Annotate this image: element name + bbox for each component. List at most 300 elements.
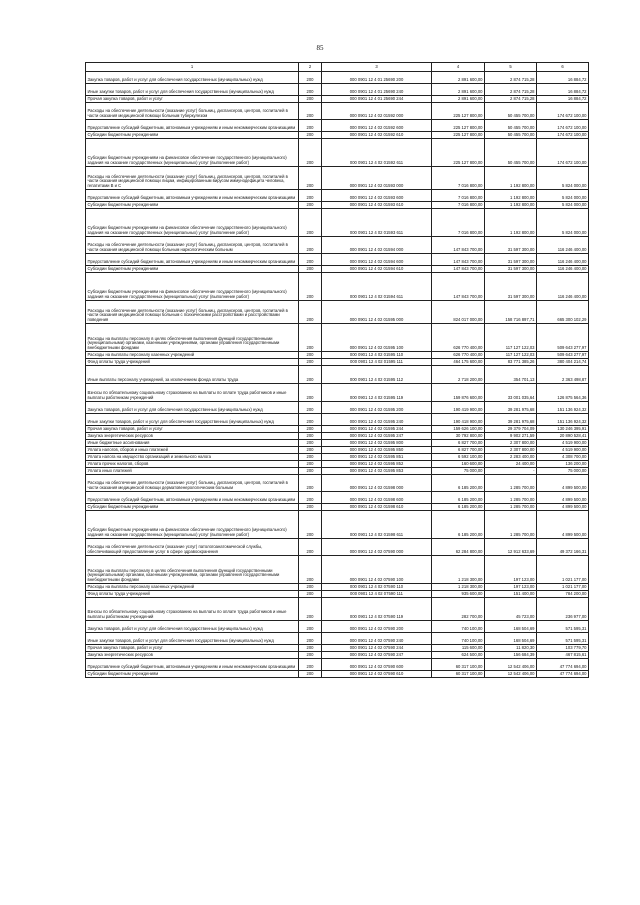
unexecuted-amount-cell: 116 246 400,00 — [537, 273, 589, 301]
budget-classification-code-cell: 000 0901 12 4 02 01598 000 — [322, 475, 432, 492]
table-row — [86, 139, 589, 167]
executed-amount-cell: 31 597 300,00 — [485, 237, 537, 254]
table-row — [86, 103, 589, 120]
budget-classification-code-cell: 000 0901 12 4 02 07590 600 — [322, 659, 432, 671]
approved-amount-cell: 1 218 300,00 — [432, 556, 485, 584]
approved-amount-cell: 6 185 200,00 — [432, 504, 485, 511]
executed-amount-cell: 197 123,00 — [485, 584, 537, 591]
budget-classification-code-cell: 000 0901 12 4 02 01592 610 — [322, 132, 432, 139]
item-name-cell: Расходы на выплаты персоналу казенных учреждений — [86, 352, 299, 359]
budget-classification-code-cell: 000 0901 12 4 02 01595 112 — [322, 366, 432, 384]
unexecuted-amount-cell: 103 779,70 — [537, 645, 589, 652]
unexecuted-amount-cell: 236 977,00 — [537, 598, 589, 621]
line-code-cell: 200 — [299, 167, 322, 190]
line-code-cell: 200 — [299, 539, 322, 556]
line-code-cell: 200 — [299, 237, 322, 254]
budget-classification-code-cell: 000 0901 12 4 01 25690 200 — [322, 72, 432, 84]
executed-amount-cell: 83 771 385,26 — [485, 359, 537, 366]
unexecuted-amount-cell: 5 824 000,00 — [537, 167, 589, 190]
approved-amount-cell: 6 592 100,00 — [432, 454, 485, 461]
table-row — [86, 461, 589, 468]
budget-classification-code-cell: 000 0901 12 4 02 01592 600 — [322, 120, 432, 132]
executed-amount-cell: 1 192 800,00 — [485, 190, 537, 202]
unexecuted-amount-cell: 116 246 400,00 — [537, 237, 589, 254]
budget-classification-code-cell: 000 0901 12 4 02 07590 200 — [322, 621, 432, 633]
table-row — [86, 539, 589, 556]
table-row — [86, 468, 589, 475]
executed-amount-cell: 1 285 700,00 — [485, 492, 537, 504]
unexecuted-amount-cell: 2 363 498,87 — [537, 366, 589, 384]
line-code-cell: 200 — [299, 84, 322, 96]
approved-amount-cell: 935 600,00 — [432, 591, 485, 598]
budget-classification-code-cell: 000 0901 12 4 02 01593 600 — [322, 190, 432, 202]
table-row — [86, 584, 589, 591]
table-row — [86, 414, 589, 426]
executed-amount-cell: - — [485, 468, 537, 475]
approved-amount-cell: 6 827 700,00 — [432, 440, 485, 447]
item-name-cell: Предоставление субсидий бюджетным, автономным учреждениям и иным некоммерческим организациям — [86, 254, 299, 266]
item-name-cell: Субсидии бюджетным учреждениям — [86, 132, 299, 139]
unexecuted-amount-cell: 16 884,72 — [537, 96, 589, 103]
unexecuted-amount-cell: 665 300 102,29 — [537, 301, 589, 324]
budget-classification-code-cell: 000 0901 12 4 02 07590 247 — [322, 652, 432, 659]
item-name-cell: Закупка товаров, работ и услуг для обеспечения государственных (муниципальных) нужд — [86, 402, 299, 414]
table-row — [86, 511, 589, 539]
table-row — [86, 475, 589, 492]
unexecuted-amount-cell: 4 519 900,00 — [537, 447, 589, 454]
unexecuted-amount-cell: 1 021 177,00 — [537, 584, 589, 591]
executed-amount-cell: 2 874 715,28 — [485, 72, 537, 84]
item-name-cell: Субсидии бюджетным учреждениям на финансовое обеспечение государственного (муниципального) задания на оказание государственных (муниципальных) услуг (выполнение работ) — [86, 209, 299, 237]
budget-classification-code-cell: 000 0901 12 4 02 07590 240 — [322, 633, 432, 645]
executed-amount-cell: 33 001 035,64 — [485, 384, 537, 402]
executed-amount-cell: 12 542 406,00 — [485, 671, 537, 678]
budget-classification-code-cell: 000 0901 12 4 02 01595 000 — [322, 301, 432, 324]
item-name-cell: Субсидии бюджетным учреждениям — [86, 202, 299, 209]
executed-amount-cell: 12 542 406,00 — [485, 659, 537, 671]
approved-amount-cell: 159 626 100,00 — [432, 426, 485, 433]
executed-amount-cell: 156 684,39 — [485, 652, 537, 659]
executed-amount-cell: 39 281 975,68 — [485, 402, 537, 414]
line-code-cell: 200 — [299, 209, 322, 237]
column-number: 5 — [485, 63, 537, 72]
approved-amount-cell: 7 016 800,00 — [432, 209, 485, 237]
item-name-cell: Расходы на обеспечение деятельности (оказание услуг) больниц, диспансеров, центров, госпиталей в части оказания медицинской помощи лицам, инфицированным вирусом иммунодефицита человека, гепатитами В и С — [86, 167, 299, 190]
unexecuted-amount-cell: 4 899 500,00 — [537, 504, 589, 511]
line-code-cell: 200 — [299, 301, 322, 324]
budget-classification-code-cell: 000 0901 12 4 02 01594 610 — [322, 266, 432, 273]
budget-classification-code-cell: 000 0901 12 4 02 01595 851 — [322, 454, 432, 461]
budget-classification-code-cell: 000 0901 12 4 02 01595 200 — [322, 402, 432, 414]
line-code-cell: 200 — [299, 645, 322, 652]
budget-classification-code-cell: 000 0901 12 4 02 01595 240 — [322, 414, 432, 426]
budget-classification-code-cell: 000 0901 12 4 02 01595 850 — [322, 447, 432, 454]
table-row — [86, 84, 589, 96]
executed-amount-cell: 2 307 800,00 — [485, 440, 537, 447]
table-row — [86, 402, 589, 414]
approved-amount-cell: 6 185 200,00 — [432, 511, 485, 539]
approved-amount-cell: 626 770 400,00 — [432, 324, 485, 352]
budget-classification-code-cell: 000 0901 12 4 02 01593 610 — [322, 202, 432, 209]
approved-amount-cell: 624 500,00 — [432, 652, 485, 659]
executed-amount-cell: 31 597 300,00 — [485, 273, 537, 301]
line-code-cell: 200 — [299, 352, 322, 359]
line-code-cell: 200 — [299, 96, 322, 103]
line-code-cell: 200 — [299, 384, 322, 402]
unexecuted-amount-cell: 16 884,72 — [537, 84, 589, 96]
item-name-cell: Предоставление субсидий бюджетным, автономным учреждениям и иным некоммерческим организациям — [86, 190, 299, 202]
executed-amount-cell: 31 597 300,00 — [485, 254, 537, 266]
item-name-cell: Иные закупки товаров, работ и услуг для обеспечения государственных (муниципальных) нужд — [86, 414, 299, 426]
approved-amount-cell: 2 891 600,00 — [432, 72, 485, 84]
item-name-cell: Предоставление субсидий бюджетным, автономным учреждениям и иным некоммерческим организациям — [86, 659, 299, 671]
executed-amount-cell: 39 281 975,68 — [485, 414, 537, 426]
unexecuted-amount-cell: 20 890 528,41 — [537, 433, 589, 440]
unexecuted-amount-cell: 130 246 395,91 — [537, 426, 589, 433]
item-name-cell: Расходы на выплаты персоналу казенных учреждений — [86, 584, 299, 591]
line-code-cell: 200 — [299, 556, 322, 584]
unexecuted-amount-cell: 75 000,00 — [537, 468, 589, 475]
column-number: 4 — [432, 63, 485, 72]
table-row — [86, 209, 589, 237]
table-row — [86, 447, 589, 454]
table-row — [86, 645, 589, 652]
budget-classification-code-cell: 000 0901 12 4 02 07590 000 — [322, 539, 432, 556]
table-row — [86, 426, 589, 433]
table-row — [86, 671, 589, 678]
executed-amount-cell: 354 701,13 — [485, 366, 537, 384]
line-code-cell: 200 — [299, 433, 322, 440]
item-name-cell: Иные закупки товаров, работ и услуг для обеспечения государственных (муниципальных) нужд — [86, 84, 299, 96]
approved-amount-cell: 740 100,00 — [432, 621, 485, 633]
unexecuted-amount-cell: 784 200,00 — [537, 591, 589, 598]
item-name-cell: Прочая закупка товаров, работ и услуг — [86, 426, 299, 433]
approved-amount-cell: 626 770 400,00 — [432, 352, 485, 359]
line-code-cell: 200 — [299, 659, 322, 671]
item-name-cell: Иные выплаты персоналу учреждений, за исключением фонда оплаты труда — [86, 366, 299, 384]
unexecuted-amount-cell: 5 824 000,00 — [537, 190, 589, 202]
item-name-cell: Прочая закупка товаров, работ и услуг — [86, 645, 299, 652]
budget-classification-code-cell: 000 0901 12 4 02 07590 100 — [322, 556, 432, 584]
item-name-cell: Закупка товаров, работ и услуг для обеспечения государственных (муниципальных) нужд — [86, 72, 299, 84]
item-name-cell: Расходы на обеспечение деятельности (оказание услуг) больниц, диспансеров, центров, госпиталей в части оказания медицинской помощи больным наркологическим больным — [86, 237, 299, 254]
line-code-cell: 200 — [299, 598, 322, 621]
line-code-cell: 200 — [299, 359, 322, 366]
budget-classification-code-cell: 000 0901 12 4 02 01594 000 — [322, 237, 432, 254]
table-row — [86, 202, 589, 209]
budget-classification-code-cell: 000 0901 12 4 02 01593 611 — [322, 209, 432, 237]
item-name-cell: Закупка товаров, работ и услуг для обеспечения государственных (муниципальных) нужд — [86, 621, 299, 633]
item-name-cell: Уплата прочих налогов, сборов — [86, 461, 299, 468]
table-row — [86, 352, 589, 359]
executed-amount-cell: 2 283 400,00 — [485, 454, 537, 461]
table-row — [86, 556, 589, 584]
table-row — [86, 324, 589, 352]
approved-amount-cell: 30 792 800,00 — [432, 433, 485, 440]
approved-amount-cell: 464 175 600,00 — [432, 359, 485, 366]
approved-amount-cell: 115 600,00 — [432, 645, 485, 652]
approved-amount-cell: 6 185 200,00 — [432, 475, 485, 492]
item-name-cell: Уплата налогов, сборов и иных платежей — [86, 447, 299, 454]
executed-amount-cell: 117 127 122,03 — [485, 352, 537, 359]
table-row — [86, 454, 589, 461]
approved-amount-cell: 190 419 900,00 — [432, 402, 485, 414]
executed-amount-cell: 151 400,00 — [485, 591, 537, 598]
line-code-cell: 200 — [299, 461, 322, 468]
approved-amount-cell: 159 876 600,00 — [432, 384, 485, 402]
approved-amount-cell: 1 218 300,00 — [432, 584, 485, 591]
budget-classification-code-cell: 000 0901 12 4 02 07590 111 — [322, 591, 432, 598]
executed-amount-cell: 2 874 715,28 — [485, 96, 537, 103]
line-code-cell: 200 — [299, 324, 322, 352]
item-name-cell: Расходы на выплаты персоналу в целях обеспечения выполнения функций государственными (муниципальными) органами, казенными учреждениями, органами управления государственными внебюджетными фондами — [86, 556, 299, 584]
approved-amount-cell: 282 700,00 — [432, 598, 485, 621]
unexecuted-amount-cell: 4 519 900,00 — [537, 440, 589, 447]
approved-amount-cell: 147 843 700,00 — [432, 237, 485, 254]
unexecuted-amount-cell: 174 672 100,00 — [537, 103, 589, 120]
item-name-cell: Расходы на обеспечение деятельности (оказание услуг) больниц, диспансеров, центров, госпиталей в части оказания медицинской помощи больным с психическими расстройствами и расстройствами поведения — [86, 301, 299, 324]
item-name-cell: Иные бюджетные ассигнования — [86, 440, 299, 447]
table-row — [86, 72, 589, 84]
approved-amount-cell: 824 017 000,00 — [432, 301, 485, 324]
executed-amount-cell: 1 192 800,00 — [485, 167, 537, 190]
line-code-cell: 200 — [299, 254, 322, 266]
line-code-cell: 200 — [299, 120, 322, 132]
line-code-cell: 200 — [299, 440, 322, 447]
line-code-cell: 200 — [299, 202, 322, 209]
line-code-cell: 200 — [299, 426, 322, 433]
unexecuted-amount-cell: 4 899 500,00 — [537, 511, 589, 539]
page-number: 85 — [316, 44, 324, 52]
approved-amount-cell: 225 127 800,00 — [432, 120, 485, 132]
table-row — [86, 492, 589, 504]
item-name-cell: Субсидии бюджетным учреждениям — [86, 671, 299, 678]
budget-classification-code-cell: 000 0901 12 4 01 25690 244 — [322, 96, 432, 103]
budget-classification-code-cell: 000 0901 12 4 02 01593 000 — [322, 167, 432, 190]
table-row — [86, 440, 589, 447]
table-row — [86, 433, 589, 440]
unexecuted-amount-cell: 16 884,72 — [537, 72, 589, 84]
approved-amount-cell: 2 891 600,00 — [432, 96, 485, 103]
budget-classification-code-cell: 000 0901 12 4 02 01595 852 — [322, 461, 432, 468]
approved-amount-cell: 190 418 900,00 — [432, 414, 485, 426]
approved-amount-cell: 6 185 200,00 — [432, 492, 485, 504]
table-row — [86, 359, 589, 366]
table-row — [86, 384, 589, 402]
line-code-cell: 200 — [299, 139, 322, 167]
line-code-cell: 200 — [299, 72, 322, 84]
executed-amount-cell: 11 820,30 — [485, 645, 537, 652]
column-number: 2 — [299, 63, 322, 72]
item-name-cell: Субсидии бюджетным учреждениям — [86, 266, 299, 273]
approved-amount-cell: 75 000,00 — [432, 468, 485, 475]
item-name-cell: Уплата иных платежей — [86, 468, 299, 475]
unexecuted-amount-cell: 509 643 277,97 — [537, 352, 589, 359]
unexecuted-amount-cell: 174 672 100,00 — [537, 120, 589, 132]
item-name-cell: Уплата налога на имущество организаций и земельного налога — [86, 454, 299, 461]
unexecuted-amount-cell: 151 136 924,32 — [537, 414, 589, 426]
item-name-cell: Фонд оплаты труда учреждений — [86, 359, 299, 366]
line-code-cell: 200 — [299, 511, 322, 539]
item-name-cell: Предоставление субсидий бюджетным, автономным учреждениям и иным некоммерческим организациям — [86, 492, 299, 504]
unexecuted-amount-cell: 49 372 166,31 — [537, 539, 589, 556]
executed-amount-cell: 50 455 700,00 — [485, 139, 537, 167]
budget-classification-code-cell: 000 0901 12 4 02 01598 610 — [322, 504, 432, 511]
unexecuted-amount-cell: 126 875 564,36 — [537, 384, 589, 402]
column-number: 1 — [86, 63, 299, 72]
unexecuted-amount-cell: 571 595,31 — [537, 633, 589, 645]
table-row — [86, 659, 589, 671]
line-code-cell: 200 — [299, 591, 322, 598]
item-name-cell: Расходы на обеспечение деятельности (оказание услуг) патологоанатомической службы, обеспечивающей предоставление услуг в сфере здравоохранения — [86, 539, 299, 556]
budget-classification-code-cell: 000 0901 12 4 02 01594 600 — [322, 254, 432, 266]
budget-classification-code-cell: 000 0901 12 4 02 01595 853 — [322, 468, 432, 475]
approved-amount-cell: 60 317 100,00 — [432, 659, 485, 671]
unexecuted-amount-cell: 151 136 924,32 — [537, 402, 589, 414]
executed-amount-cell: 50 455 700,00 — [485, 132, 537, 139]
line-code-cell: 200 — [299, 492, 322, 504]
executed-amount-cell: 1 192 800,00 — [485, 209, 537, 237]
line-code-cell: 200 — [299, 266, 322, 273]
executed-amount-cell: 12 912 633,69 — [485, 539, 537, 556]
line-code-cell: 200 — [299, 454, 322, 461]
table-row — [86, 366, 589, 384]
table-row — [86, 237, 589, 254]
unexecuted-amount-cell: 4 899 500,00 — [537, 475, 589, 492]
line-code-cell: 200 — [299, 468, 322, 475]
table-row — [86, 301, 589, 324]
line-code-cell: 200 — [299, 671, 322, 678]
item-name-cell: Фонд оплаты труда учреждений — [86, 591, 299, 598]
budget-classification-code-cell: 000 0901 12 4 02 01598 611 — [322, 511, 432, 539]
item-name-cell: Закупка энергетических ресурсов — [86, 433, 299, 440]
table-row — [86, 96, 589, 103]
line-code-cell: 200 — [299, 190, 322, 202]
table-row — [86, 266, 589, 273]
column-number: 6 — [537, 63, 589, 72]
table-row — [86, 621, 589, 633]
budget-classification-code-cell: 000 0901 12 4 02 01598 600 — [322, 492, 432, 504]
budget-classification-code-cell: 000 0901 12 4 02 01592 611 — [322, 139, 432, 167]
table-row — [86, 132, 589, 139]
executed-amount-cell: 24 400,00 — [485, 461, 537, 468]
approved-amount-cell: 225 127 800,00 — [432, 103, 485, 120]
item-name-cell: Предоставление субсидий бюджетным, автономным учреждениям и иным некоммерческим организациям — [86, 120, 299, 132]
table-row — [86, 504, 589, 511]
budget-classification-code-cell: 000 0901 12 4 02 07590 610 — [322, 671, 432, 678]
budget-execution-table — [85, 62, 589, 678]
item-name-cell: Прочая закупка товаров, работ и услуг — [86, 96, 299, 103]
line-code-cell: 200 — [299, 584, 322, 591]
table-row — [86, 167, 589, 190]
executed-amount-cell: 1 285 700,00 — [485, 475, 537, 492]
table-row — [86, 120, 589, 132]
unexecuted-amount-cell: 174 672 100,00 — [537, 139, 589, 167]
line-code-cell: 200 — [299, 447, 322, 454]
item-name-cell: Субсидии бюджетным учреждениям на финансовое обеспечение государственного (муниципального) задания на оказание государственных (муниципальных) услуг (выполнение работ) — [86, 511, 299, 539]
line-code-cell: 200 — [299, 652, 322, 659]
item-name-cell: Взносы по обязательному социальному страхованию на выплаты по оплате труда работников и иные выплаты работникам учреждений — [86, 598, 299, 621]
item-name-cell: Расходы на выплаты персоналу в целях обеспечения выполнения функций государственными (муниципальными) органами, казенными учреждениями, органами управления государственными внебюджетными фондами — [86, 324, 299, 352]
unexecuted-amount-cell: 467 815,61 — [537, 652, 589, 659]
executed-amount-cell: 45 723,00 — [485, 598, 537, 621]
budget-classification-code-cell: 000 0901 12 4 02 01595 247 — [322, 433, 432, 440]
table-row — [86, 591, 589, 598]
approved-amount-cell: 7 016 800,00 — [432, 167, 485, 190]
line-code-cell: 200 — [299, 132, 322, 139]
approved-amount-cell: 60 317 100,00 — [432, 671, 485, 678]
budget-classification-code-cell: 000 0901 12 4 02 01595 800 — [322, 440, 432, 447]
line-code-cell: 200 — [299, 621, 322, 633]
line-code-cell: 200 — [299, 414, 322, 426]
line-code-cell: 200 — [299, 273, 322, 301]
executed-amount-cell: 1 192 800,00 — [485, 202, 537, 209]
budget-classification-code-cell: 000 0901 12 4 02 01594 611 — [322, 273, 432, 301]
budget-classification-code-cell: 000 0901 12 4 02 01595 119 — [322, 384, 432, 402]
executed-amount-cell: 158 716 897,71 — [485, 301, 537, 324]
executed-amount-cell: 50 455 700,00 — [485, 120, 537, 132]
unexecuted-amount-cell: 5 824 000,00 — [537, 202, 589, 209]
executed-amount-cell: 1 285 700,00 — [485, 511, 537, 539]
approved-amount-cell: 2 891 600,00 — [432, 84, 485, 96]
item-name-cell: Закупка энергетических ресурсов — [86, 652, 299, 659]
approved-amount-cell: 2 718 200,00 — [432, 366, 485, 384]
unexecuted-amount-cell: 571 595,31 — [537, 621, 589, 633]
line-code-cell: 200 — [299, 504, 322, 511]
budget-classification-code-cell: 000 0901 12 4 02 07590 244 — [322, 645, 432, 652]
table-row — [86, 190, 589, 202]
approved-amount-cell: 225 127 800,00 — [432, 132, 485, 139]
item-name-cell: Иные закупки товаров, работ и услуг для обеспечения государственных (муниципальных) нужд — [86, 633, 299, 645]
executed-amount-cell: 50 455 700,00 — [485, 103, 537, 120]
approved-amount-cell: 6 827 700,00 — [432, 447, 485, 454]
approved-amount-cell: 160 600,00 — [432, 461, 485, 468]
budget-classification-code-cell: 000 0901 12 4 02 01595 244 — [322, 426, 432, 433]
executed-amount-cell: 2 874 715,28 — [485, 84, 537, 96]
column-number-row — [86, 63, 589, 72]
approved-amount-cell: 7 016 800,00 — [432, 202, 485, 209]
table-row — [86, 633, 589, 645]
item-name-cell: Расходы на обеспечение деятельности (оказание услуг) больниц, диспансеров, центров, госпиталей в части оказания медицинской помощи дерматовенерологическим больным — [86, 475, 299, 492]
executed-amount-cell: 2 307 800,00 — [485, 447, 537, 454]
budget-classification-code-cell: 000 0901 12 4 02 07590 119 — [322, 598, 432, 621]
line-code-cell: 200 — [299, 366, 322, 384]
unexecuted-amount-cell: 47 774 694,00 — [537, 659, 589, 671]
unexecuted-amount-cell: 380 404 214,74 — [537, 359, 589, 366]
unexecuted-amount-cell: 174 672 100,00 — [537, 132, 589, 139]
executed-amount-cell: 168 504,69 — [485, 633, 537, 645]
approved-amount-cell: 147 843 700,00 — [432, 273, 485, 301]
table-row — [86, 598, 589, 621]
line-code-cell: 200 — [299, 475, 322, 492]
approved-amount-cell: 7 016 800,00 — [432, 190, 485, 202]
approved-amount-cell: 225 127 800,00 — [432, 139, 485, 167]
budget-classification-code-cell: 000 0901 12 4 02 01592 000 — [322, 103, 432, 120]
approved-amount-cell: 147 843 700,00 — [432, 266, 485, 273]
executed-amount-cell: 31 597 300,00 — [485, 266, 537, 273]
budget-classification-code-cell: 000 0901 12 4 02 01595 100 — [322, 324, 432, 352]
item-name-cell: Субсидии бюджетным учреждениям на финансовое обеспечение государственного (муниципального) задания на оказание государственных (муниципальных) услуг (выполнение работ) — [86, 273, 299, 301]
unexecuted-amount-cell: 47 774 694,00 — [537, 671, 589, 678]
item-name-cell: Взносы по обязательному социальному страхованию на выплаты по оплате труда работников и иные выплаты работникам учреждений — [86, 384, 299, 402]
executed-amount-cell: 168 504,69 — [485, 621, 537, 633]
unexecuted-amount-cell: 4 308 700,00 — [537, 454, 589, 461]
unexecuted-amount-cell: 5 824 000,00 — [537, 209, 589, 237]
unexecuted-amount-cell: 509 643 277,97 — [537, 324, 589, 352]
budget-classification-code-cell: 000 0901 12 4 01 25690 240 — [322, 84, 432, 96]
table-row — [86, 254, 589, 266]
approved-amount-cell: 62 284 800,00 — [432, 539, 485, 556]
